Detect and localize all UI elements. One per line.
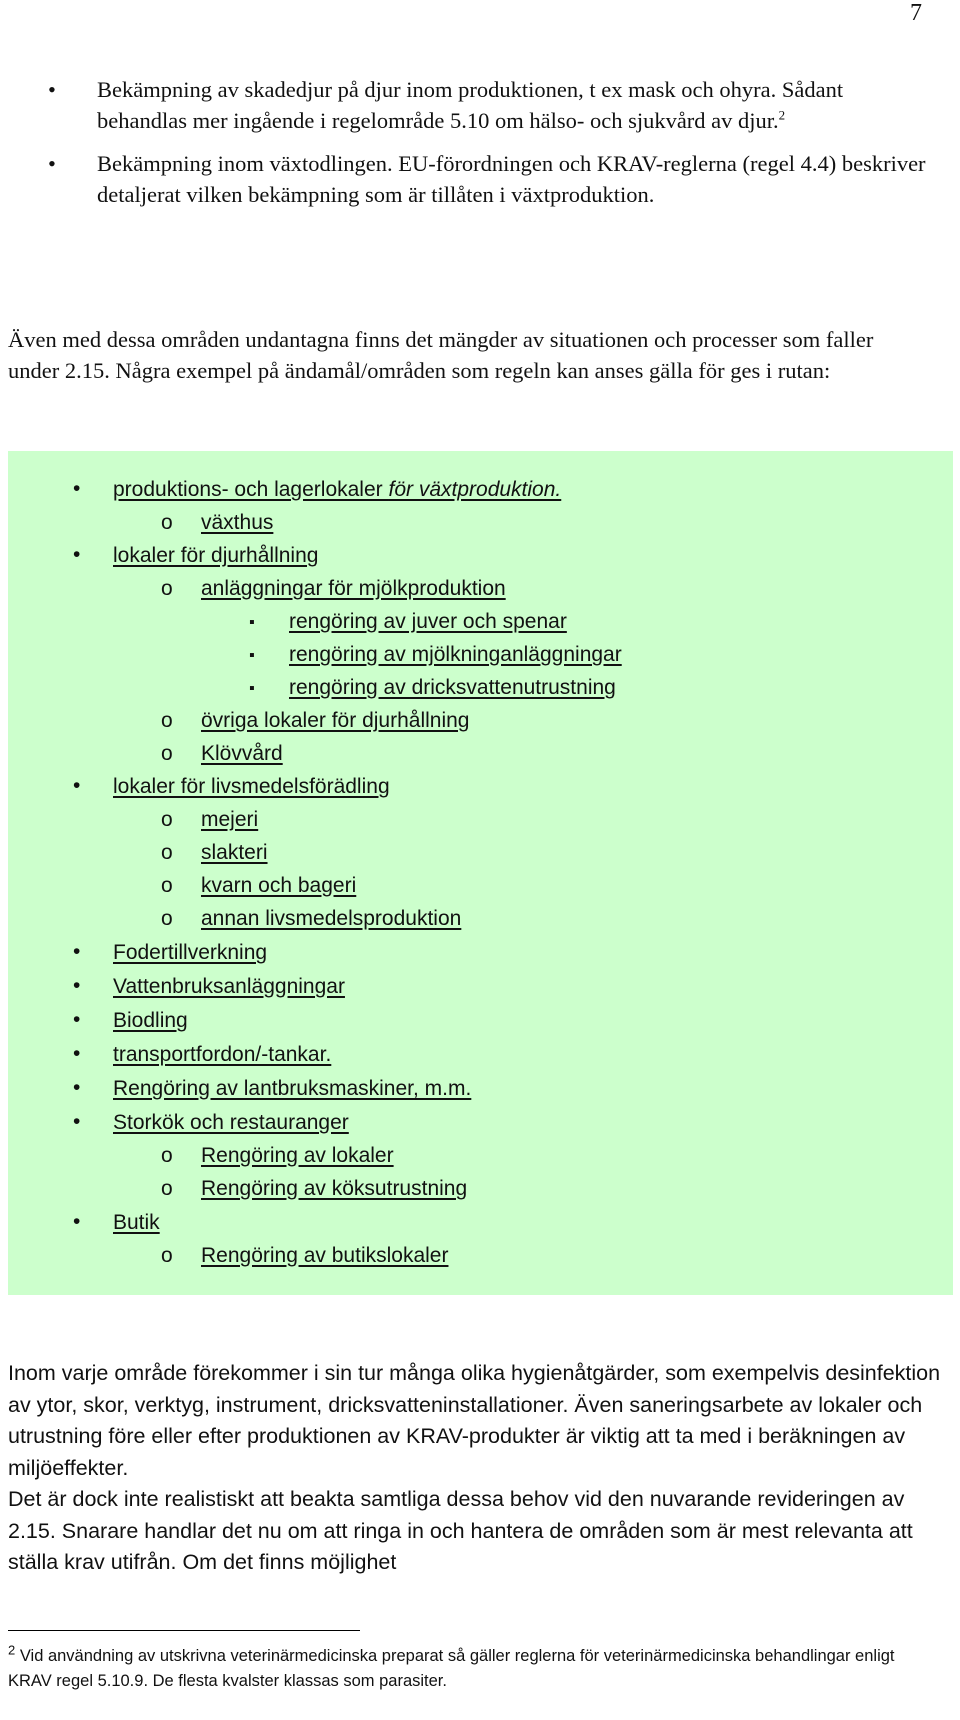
bullet-icon: • xyxy=(73,1210,81,1233)
bullet-icon: • xyxy=(73,477,81,500)
examples-box xyxy=(8,451,953,1295)
box-subitem: o växthus xyxy=(201,509,273,537)
box-item: • Rengöring av lantbruksmaskiner, m.m. xyxy=(73,1076,472,1100)
bullet-icon: • xyxy=(48,77,56,102)
circle-bullet-icon: o xyxy=(161,1177,173,1200)
body-text xyxy=(8,1358,948,1579)
paragraph: Inom varje område förekommer i sin tur många olika hygienåtgärder, som exempelvis desinfektion av ytor, skor, verktyg, instrument, dricksvatteninstallationer. Även saneringsarbete av lokaler och utrustning före eller efter produktionen av KRAV-produkter är viktig att ta med i beräkningen av miljöeffekter. xyxy=(8,1361,941,1480)
circle-bullet-icon: o xyxy=(161,907,173,930)
box-subsubitem: ▪ rengöring av juver och spenar xyxy=(289,608,567,636)
box-item: • lokaler för djurhållning xyxy=(73,543,319,567)
circle-bullet-icon: o xyxy=(161,808,173,831)
box-item: • transportfordon/-tankar. xyxy=(73,1042,332,1066)
circle-bullet-icon: o xyxy=(161,1244,173,1267)
bullet-icon: • xyxy=(48,151,56,176)
box-item: • Storkök och restauranger xyxy=(73,1110,349,1134)
page-number: 7 xyxy=(910,0,922,26)
bullet-icon: • xyxy=(73,1110,81,1133)
box-item: • Fodertillverkning xyxy=(73,940,268,964)
bullet-icon: • xyxy=(73,940,81,963)
box-subitem: o anläggningar för mjölkproduktion xyxy=(201,575,506,603)
bullet-icon: • xyxy=(73,1076,81,1099)
circle-bullet-icon: o xyxy=(161,742,173,765)
box-subitem: o övriga lokaler för djurhållning xyxy=(201,707,469,735)
box-subitem: o Rengöring av köksutrustning xyxy=(201,1175,467,1203)
list-item-text: Bekämpning inom växtodlingen. EU-förordningen och KRAV-reglerna (regel 4.4) beskriver detaljerat vilken bekämpning som är tillåten i växtproduktion. xyxy=(97,151,926,207)
box-item: • Vattenbruksanläggningar xyxy=(73,974,345,998)
bullet-icon: • xyxy=(73,1042,81,1065)
bullet-icon: • xyxy=(73,1008,81,1031)
bullet-icon: • xyxy=(73,974,81,997)
box-subitem: o Rengöring av butikslokaler xyxy=(201,1242,448,1270)
square-bullet-icon: ▪ xyxy=(249,614,255,631)
bullet-icon: • xyxy=(73,543,81,566)
circle-bullet-icon: o xyxy=(161,841,173,864)
box-item: • lokaler för livsmedelsförädling xyxy=(73,774,390,798)
box-subitem: o slakteri xyxy=(201,839,268,867)
circle-bullet-icon: o xyxy=(161,874,173,897)
circle-bullet-icon: o xyxy=(161,1144,173,1167)
footnote xyxy=(8,1644,938,1694)
box-subitem: o Klövvård xyxy=(201,740,283,768)
box-subitem: o mejeri xyxy=(201,806,258,834)
footnote-reference[interactable]: 2 xyxy=(778,107,786,123)
paragraph: Det är dock inte realistiskt att beakta samtliga dessa behov vid den nuvarande revideringen av 2.15. Snarare handlar det nu om att ringa in och hantera de områden som är mest relevanta att ställa krav utifrån. Om det finns möjlighet xyxy=(8,1487,913,1574)
circle-bullet-icon: o xyxy=(161,511,173,534)
box-subitem: o Rengöring av lokaler xyxy=(201,1142,394,1170)
circle-bullet-icon: o xyxy=(161,577,173,600)
square-bullet-icon: ▪ xyxy=(249,680,255,697)
bullet-icon: • xyxy=(73,774,81,797)
square-bullet-icon: ▪ xyxy=(249,647,255,664)
list-item xyxy=(48,148,928,210)
top-bullet-list xyxy=(48,74,928,222)
box-subitem: o annan livsmedelsproduktion xyxy=(201,905,461,933)
intro-paragraph: Även med dessa områden undantagna finns det mängder av situationen och processer som faller under 2.15. Några exempel på ändamål/områden som regeln kan anses gälla för ges i rutan: xyxy=(8,327,874,383)
footnote-divider xyxy=(8,1630,360,1631)
footnote-text: Vid användning av utskrivna veterinärmedicinska preparat så gäller reglerna för veterinärmedicinska behandlingar enligt KRAV regel 5.10.9. De flesta kvalster klassas som parasiter. xyxy=(8,1647,895,1690)
box-subsubitem: ▪ rengöring av mjölkninganläggningar xyxy=(289,641,622,669)
box-item: • produktions- och lagerlokaler för växtproduktion. xyxy=(73,477,562,501)
footnote-marker: 2 xyxy=(8,1642,16,1658)
box-item: • Biodling xyxy=(73,1008,188,1032)
box-subitem: o kvarn och bageri xyxy=(201,872,356,900)
box-item: • Butik xyxy=(73,1210,160,1234)
list-item-text: Bekämpning av skadedjur på djur inom produktionen, t ex mask och ohyra. Sådant behandlas mer ingående i regelområde 5.10 om hälso- och sjukvård av djur. xyxy=(97,77,844,133)
circle-bullet-icon: o xyxy=(161,709,173,732)
list-item xyxy=(48,74,928,136)
box-subsubitem: ▪ rengöring av dricksvattenutrustning xyxy=(289,674,616,702)
